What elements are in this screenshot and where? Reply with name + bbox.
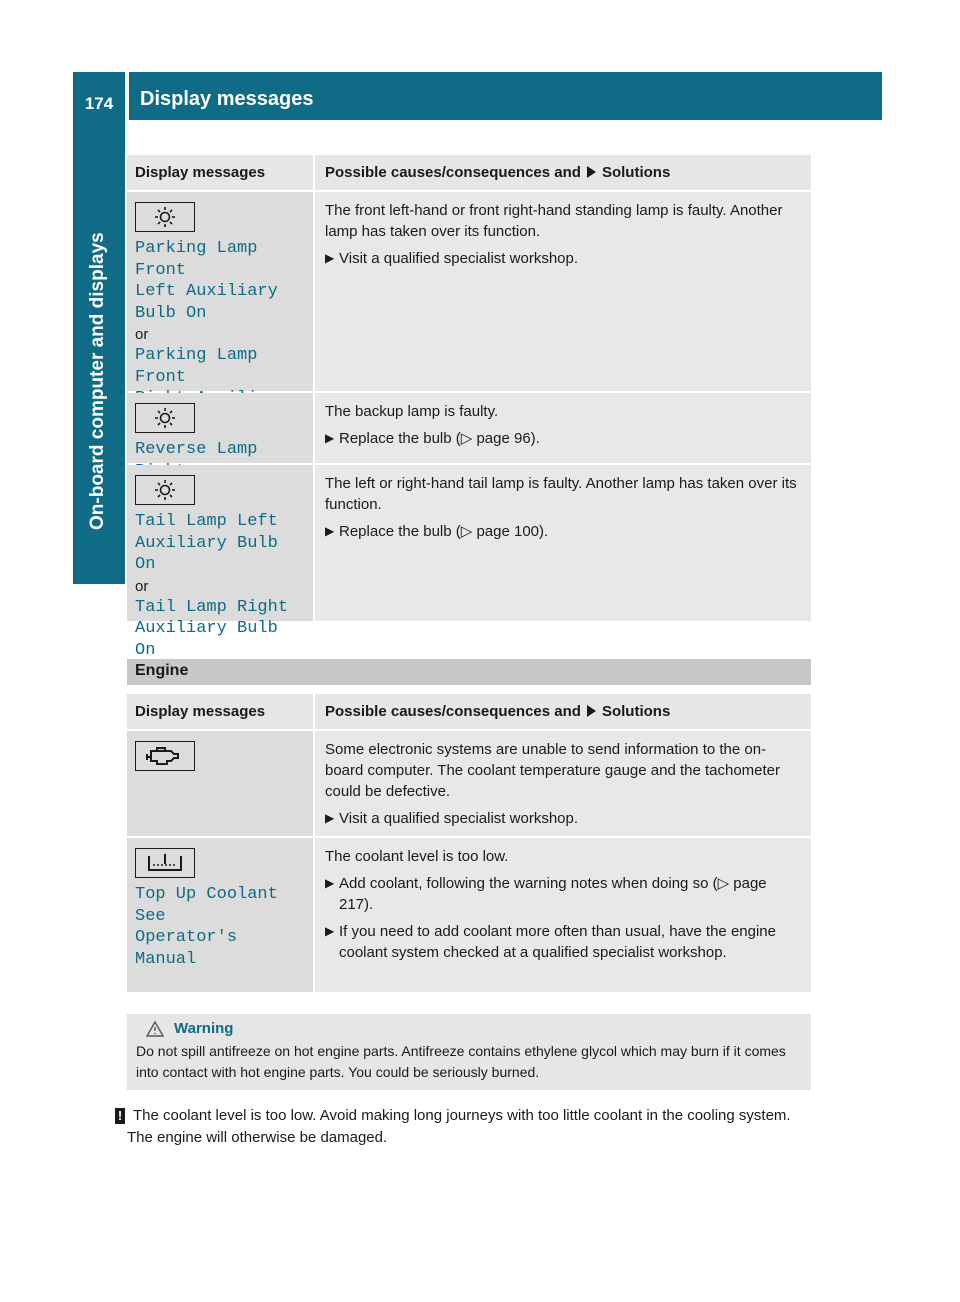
step-arrow-icon: ▶	[325, 251, 335, 265]
causes-cell	[315, 192, 811, 391]
solutions-arrow-icon	[587, 166, 596, 178]
lamp-icon	[135, 202, 195, 232]
message-line: Bulb On	[135, 303, 207, 323]
solution-step: ▶ Replace the bulb (▷ page 100).	[325, 523, 549, 540]
exclamation-icon: !	[115, 1108, 125, 1124]
step-arrow-icon: ▶	[325, 924, 335, 938]
coolant-level-icon	[135, 848, 195, 878]
causes-cell	[315, 393, 811, 463]
display-message-cell	[127, 838, 313, 992]
causes-cell	[315, 838, 811, 992]
header-causes: Possible causes/consequences and Solutions	[315, 694, 811, 729]
table-row	[127, 465, 811, 660]
header-display-messages: Display messages	[127, 694, 313, 729]
message-line: Auxiliary Bulb On	[135, 533, 278, 574]
causes-cell	[315, 465, 811, 621]
header-display-messages: Display messages	[127, 155, 313, 190]
step-arrow-icon: ▶	[325, 431, 335, 445]
or-label: or	[135, 577, 149, 595]
cause-text: The front left-hand or front right-hand standing lamp is faulty. Another lamp has taken over its function.	[325, 202, 783, 240]
engine-icon	[135, 741, 195, 771]
causes-cell	[315, 731, 811, 836]
cause-text: The backup lamp is faulty.	[325, 403, 499, 420]
lamp-icon	[135, 403, 195, 433]
display-message-cell	[127, 393, 313, 463]
message-line: Reverse Lamp	[135, 440, 258, 459]
warning-text: Do not spill antifreeze on hot engine parts. Antifreeze contains ethylene glycol which may burn if it comes into contact with hot engine parts. You could be seriously burned.	[136, 1043, 786, 1080]
page-number: 174	[84, 94, 114, 113]
message-line: Left Auxiliary	[135, 282, 278, 301]
engine-table	[127, 694, 811, 994]
display-message-cell	[127, 465, 313, 660]
display-message-cell	[127, 192, 313, 391]
section-title-engine: Engine	[127, 659, 811, 685]
warning-triangle-icon	[146, 1021, 164, 1037]
solution-step: ▶ If you need to add coolant more often than usual, have the engine coolant system checked at a qualified specialist workshop.	[325, 923, 776, 961]
table-row	[127, 393, 811, 463]
page-title: Display messages	[140, 88, 314, 110]
cause-text: The coolant level is too low.	[325, 848, 509, 865]
side-tab-label: On-board computer and displays	[87, 232, 108, 530]
message-line: Parking Lamp Front	[135, 346, 258, 387]
message-line: Top Up Coolant See	[135, 885, 278, 926]
message-line: Tail Lamp Left	[135, 512, 278, 531]
or-label: or	[135, 326, 149, 343]
message-line: Auxiliary Bulb On	[135, 619, 278, 660]
warning-heading: Warning	[146, 1020, 802, 1037]
display-message-cell	[127, 731, 313, 836]
header-divider	[125, 72, 129, 120]
message-line: Parking Lamp Front	[135, 239, 258, 280]
step-arrow-icon: ▶	[325, 811, 335, 825]
table-row	[127, 192, 811, 391]
solutions-arrow-icon	[587, 705, 596, 717]
solution-step: ▶ Add coolant, following the warning notes when doing so (▷ page 217).	[325, 875, 767, 913]
table-row	[127, 731, 811, 836]
solution-step: ▶ Replace the bulb (▷ page 96).	[325, 430, 540, 447]
header-causes: Possible causes/consequences and Solutions	[315, 155, 811, 190]
table-row	[127, 838, 811, 992]
cause-text: Some electronic systems are unable to send information to the on-board computer. The coolant temperature gauge and the tachometer could be defective.	[325, 741, 781, 800]
damage-note: ! The coolant level is too low. Avoid making long journeys with too little coolant in the cooling system. The engine will otherwise be damaged.	[127, 1105, 817, 1149]
lamp-icon	[135, 475, 195, 505]
table-header-row	[127, 694, 811, 729]
lamp-table	[127, 155, 811, 660]
cause-text: The left or right-hand tail lamp is faulty. Another lamp has taken over its function.	[325, 475, 797, 513]
warning-box	[127, 1014, 811, 1090]
solution-step: ▶ Visit a qualified specialist workshop.	[325, 810, 579, 827]
table-header-row	[127, 155, 811, 190]
message-line: Operator's Manual	[135, 928, 238, 969]
solution-step: ▶ Visit a qualified specialist workshop.	[325, 250, 579, 267]
step-arrow-icon: ▶	[325, 876, 335, 890]
step-arrow-icon: ▶	[325, 524, 335, 538]
message-line: Tail Lamp Right	[135, 597, 289, 617]
